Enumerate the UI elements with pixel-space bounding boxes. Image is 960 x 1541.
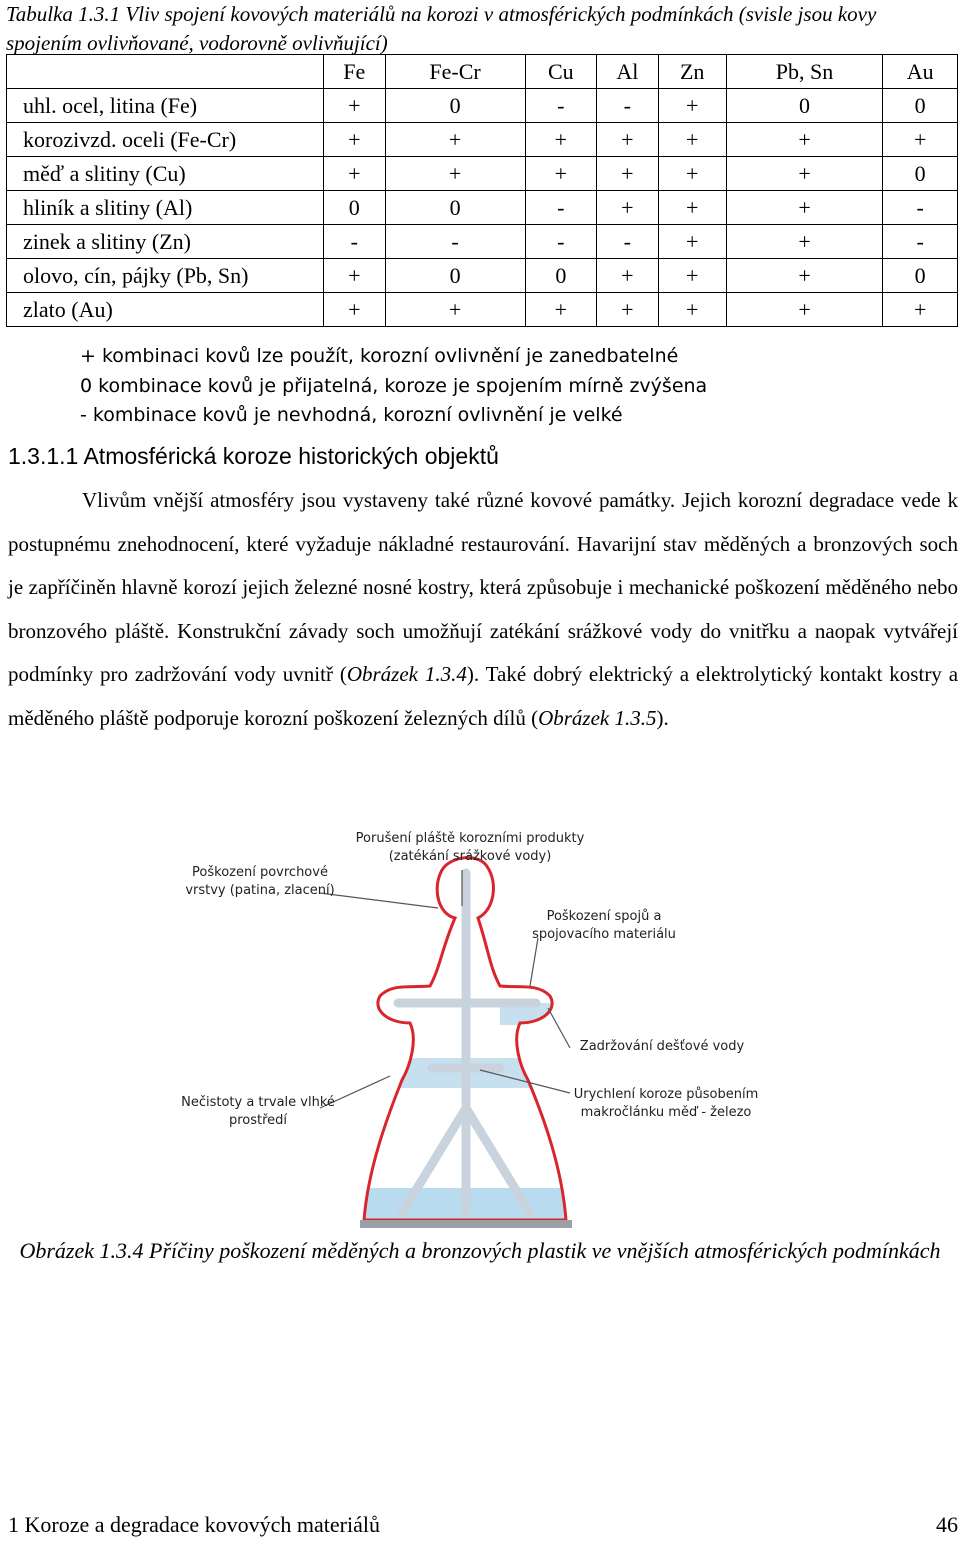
table-cell: +	[658, 157, 726, 191]
table-cell: +	[324, 89, 386, 123]
table-cell: 0	[883, 259, 958, 293]
table-header-row	[7, 55, 958, 89]
label-macro-cell: Urychlení koroze působením	[573, 1087, 759, 1102]
column-header: Zn	[658, 55, 726, 89]
table-cell: +	[726, 123, 883, 157]
page-number: 46	[936, 1512, 958, 1537]
label-joint-damage-2: spojovacího materiálu	[532, 927, 676, 942]
figure-caption: Obrázek 1.3.4 Příčiny poškození měděných a bronzových plastik ve vnějších atmosférických podmínkách	[19, 1238, 941, 1263]
table-cell: 0	[525, 259, 596, 293]
column-header: Al	[597, 55, 659, 89]
table-cell: +	[597, 191, 659, 225]
table-cell: -	[597, 89, 659, 123]
row-label: hliník a slitiny (Al)	[7, 191, 324, 225]
table-cell: +	[658, 123, 726, 157]
table-cell: +	[658, 225, 726, 259]
legend-plus: + kombinaci kovů lze použít, korozní ovlivnění je zanedbatelné	[80, 345, 679, 367]
table-cell: +	[324, 123, 386, 157]
table-cell: +	[324, 259, 386, 293]
body-paragraph	[8, 479, 958, 740]
table-legend	[80, 342, 707, 431]
label-joint-damage: Poškození spojů a	[546, 909, 662, 924]
table-cell: +	[597, 259, 659, 293]
table-cell: +	[726, 259, 883, 293]
table-cell: +	[726, 225, 883, 259]
table-caption: Tabulka 1.3.1 Vliv spojení kovových materiálů na korozi v atmosférických podmínkách (svisle jsou kovy spojením ovlivňované, vodorovně ovlivňující)	[6, 2, 877, 55]
column-header: Fe	[324, 55, 386, 89]
label-shell-damage: Porušení pláště korozními produkty	[355, 831, 585, 846]
legend-minus: - kombinace kovů je nevhodná, korozní ovlivnění je velké	[80, 404, 623, 426]
table-cell: +	[726, 157, 883, 191]
table-cell: -	[385, 225, 525, 259]
label-surface-damage: Poškození povrchové	[192, 865, 328, 880]
body-text-part: ). Také dobrý elektrický a elektrolytický kontakt kostry a měděného pláště podporuje korozní poškození železných dílů (	[8, 662, 959, 730]
table-cell: 0	[726, 89, 883, 123]
table-row	[7, 259, 958, 293]
label-water-retention: Zadržování dešťové vody	[579, 1039, 745, 1054]
table-cell: -	[324, 225, 386, 259]
column-header: Au	[883, 55, 958, 89]
table-row	[7, 89, 958, 123]
table-cell: +	[726, 293, 883, 327]
table-cell: +	[883, 293, 958, 327]
table-cell: +	[658, 293, 726, 327]
row-label: zinek a slitiny (Zn)	[7, 225, 324, 259]
table-cell: +	[883, 123, 958, 157]
column-header: Cu	[525, 55, 596, 89]
table-cell: -	[597, 225, 659, 259]
label-surface-damage-2: vrstvy (patina, zlacení)	[185, 883, 335, 898]
row-label: olovo, cín, pájky (Pb, Sn)	[7, 259, 324, 293]
table-cell: +	[658, 259, 726, 293]
figure-reference[interactable]: Obrázek 1.3.4	[346, 662, 467, 686]
statue-diagram-svg	[170, 818, 790, 1238]
table-row	[7, 123, 958, 157]
table-cell: 0	[883, 89, 958, 123]
table-cell: +	[597, 293, 659, 327]
table-cell: 0	[883, 157, 958, 191]
row-label: zlato (Au)	[7, 293, 324, 327]
table-cell: 0	[385, 259, 525, 293]
table-cell: -	[525, 89, 596, 123]
table-cell: 0	[324, 191, 386, 225]
table-cell: +	[385, 123, 525, 157]
table-cell: +	[597, 157, 659, 191]
row-label: měď a slitiny (Cu)	[7, 157, 324, 191]
table-cell: +	[525, 157, 596, 191]
column-header: Fe-Cr	[385, 55, 525, 89]
label-dirt-2: prostředí	[228, 1113, 288, 1128]
table-cell: -	[525, 191, 596, 225]
table-cell: +	[324, 157, 386, 191]
statue-diagram	[170, 818, 790, 1238]
table-cell: +	[385, 157, 525, 191]
table-corner-cell	[7, 55, 324, 89]
label-shell-damage-2: (zatékání srážkové vody)	[388, 849, 552, 864]
row-label: uhl. ocel, litina (Fe)	[7, 89, 324, 123]
label-macro-cell-2: makročlánku měď - železo	[580, 1105, 752, 1120]
table-cell: +	[658, 191, 726, 225]
table-cell: +	[597, 123, 659, 157]
table-cell: -	[883, 225, 958, 259]
table-cell: +	[525, 123, 596, 157]
table-cell: +	[658, 89, 726, 123]
corrosion-table	[6, 54, 958, 327]
table-cell: -	[883, 191, 958, 225]
table-row	[7, 293, 958, 327]
body-text-part: ).	[656, 705, 669, 730]
body-text-part: Vlivům vnější atmosféry jsou vystaveny také různé kovové památky. Jejich korozní degradace vede k postupnému znehodnocení, které vyžaduje nákladné restaurování. Havarijní stav měděných a bronzových soch je zapříčiněn hlavně korozí jejich železné nosné kostry, která způsobuje i mechanické poškození měděného nebo bronzového pláště. Konstrukční závady soch umožňují zatékání srážkové vody do vnitřku a naopak vytvářejí podmínky pro zadržování vody uvnitř (	[8, 488, 958, 686]
section-title: 1.3.1.1 Atmosférická koroze historických objektů	[8, 443, 499, 469]
footer-chapter: 1 Koroze a degradace kovových materiálů	[8, 1512, 380, 1537]
table-cell: -	[525, 225, 596, 259]
row-label: korozivzd. oceli (Fe-Cr)	[7, 123, 324, 157]
table-row	[7, 225, 958, 259]
table-cell: +	[385, 293, 525, 327]
label-dirt: Nečistoty a trvale vlhké	[181, 1095, 335, 1110]
table-cell: 0	[385, 191, 525, 225]
figure-reference[interactable]: Obrázek 1.3.5	[538, 705, 657, 730]
table-cell: +	[324, 293, 386, 327]
table-row	[7, 191, 958, 225]
table-row	[7, 157, 958, 191]
legend-zero: 0 kombinace kovů je přijatelná, koroze je spojením mírně zvýšena	[80, 374, 708, 397]
table-cell: +	[525, 293, 596, 327]
table-cell: +	[726, 191, 883, 225]
column-header: Pb, Sn	[726, 55, 883, 89]
table-cell: 0	[385, 89, 525, 123]
